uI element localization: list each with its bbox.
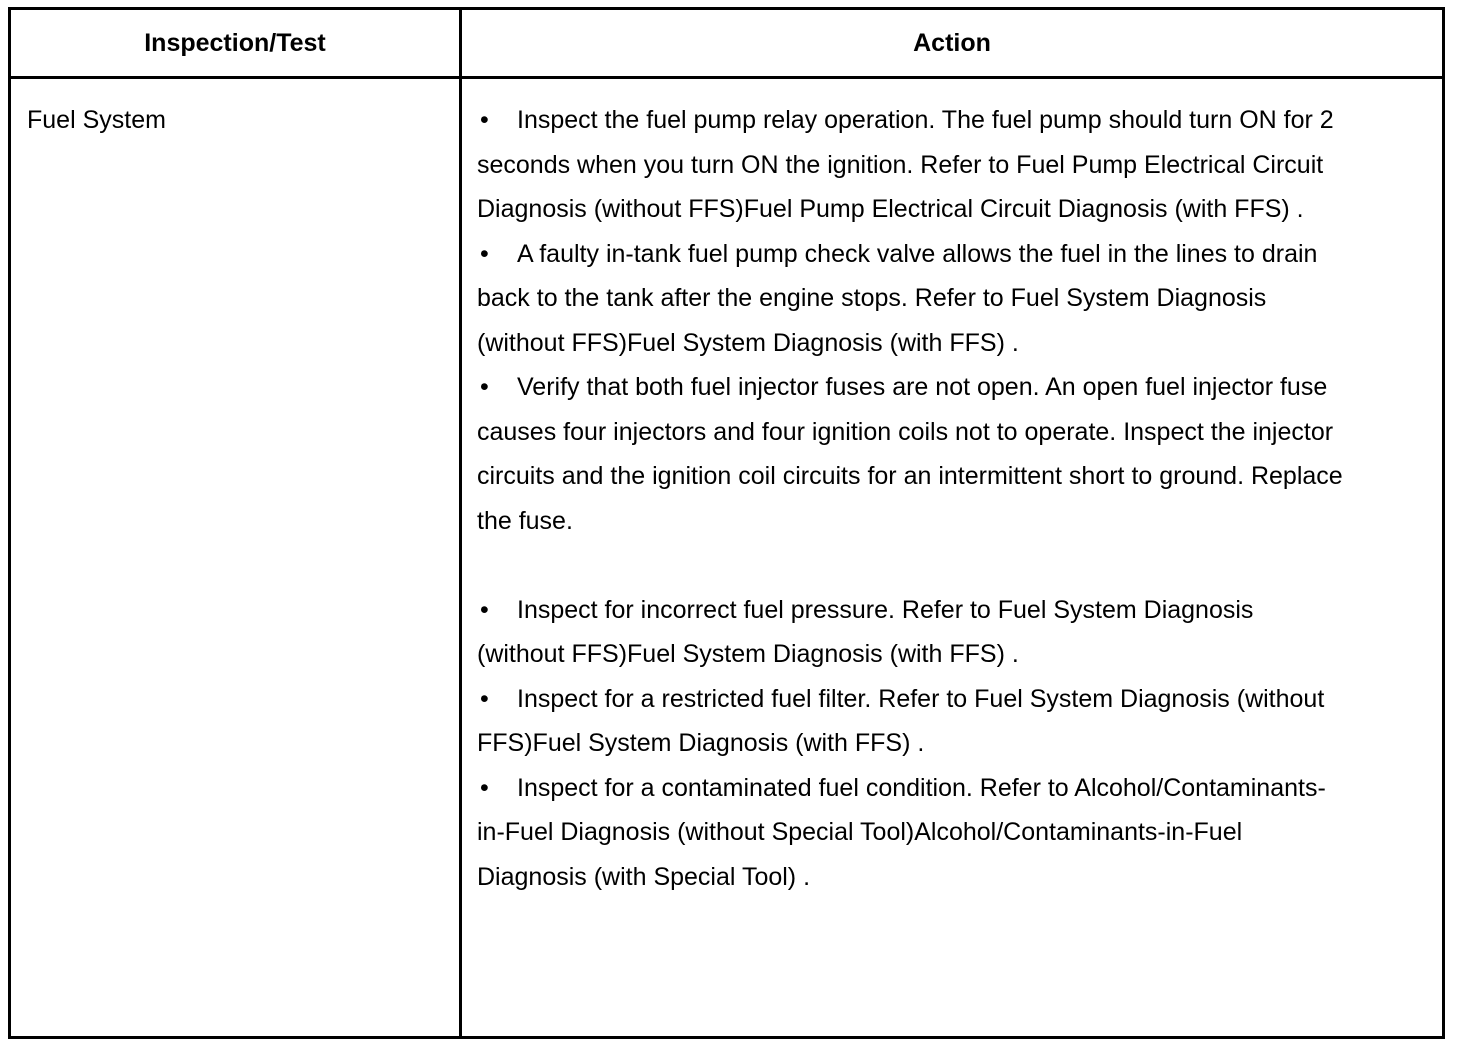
column-divider (459, 10, 462, 1036)
bullet-icon: • (480, 684, 489, 713)
action-item (477, 365, 1347, 543)
action-item (477, 588, 1347, 677)
cell-inspection-fuel-system: Fuel System (27, 106, 166, 134)
bullet-icon: • (480, 373, 489, 401)
action-text: Verify that both fuel injector fuses are not open. An open fuel injector fuse causes four injectors and four ignition coils not to operate. Inspect the injector circuits and the ignition coil circuits for an intermittent short to ground. Replace the fuse. (477, 373, 1343, 535)
bullet-icon: • (480, 773, 489, 802)
bullet-icon: • (480, 595, 489, 624)
cell-action-list (477, 98, 1347, 899)
inspection-table (8, 7, 1445, 1039)
bullet-icon: • (480, 106, 489, 134)
action-text: A faulty in-tank fuel pump check valve allows the fuel in the lines to drain back to the tank after the engine stops. Refer to Fuel System Diagnosis (without FFS)Fuel System Diagnosis (with FFS) . (477, 239, 1318, 357)
header-inspection-test: Inspection/Test (144, 28, 326, 57)
action-text: Inspect for a contaminated fuel condition. Refer to Alcohol/Contaminants-in-Fuel Diagnosis (without Special Tool)Alcohol/Contaminants-in-Fuel Diagnosis (with Special Tool) . (477, 773, 1326, 891)
header-row-divider (11, 76, 1442, 79)
action-item (477, 677, 1347, 766)
action-item (477, 98, 1347, 232)
action-text: Inspect for a restricted fuel filter. Refer to Fuel System Diagnosis (without FFS)Fuel System Diagnosis (with FFS) . (477, 684, 1325, 757)
bullet-icon: • (480, 239, 489, 268)
action-item (477, 766, 1347, 900)
action-text: Inspect for incorrect fuel pressure. Refer to Fuel System Diagnosis (without FFS)Fuel System Diagnosis (with FFS) . (477, 595, 1254, 668)
action-text: Inspect the fuel pump relay operation. The fuel pump should turn ON for 2 seconds when you turn ON the ignition. Refer to Fuel Pump Electrical Circuit Diagnosis (without FFS)Fuel Pump Electrical Circuit Diagnosis (with FFS) . (477, 106, 1334, 223)
action-item (477, 232, 1347, 366)
header-action: Action (913, 28, 991, 57)
blank-line (477, 543, 1347, 588)
